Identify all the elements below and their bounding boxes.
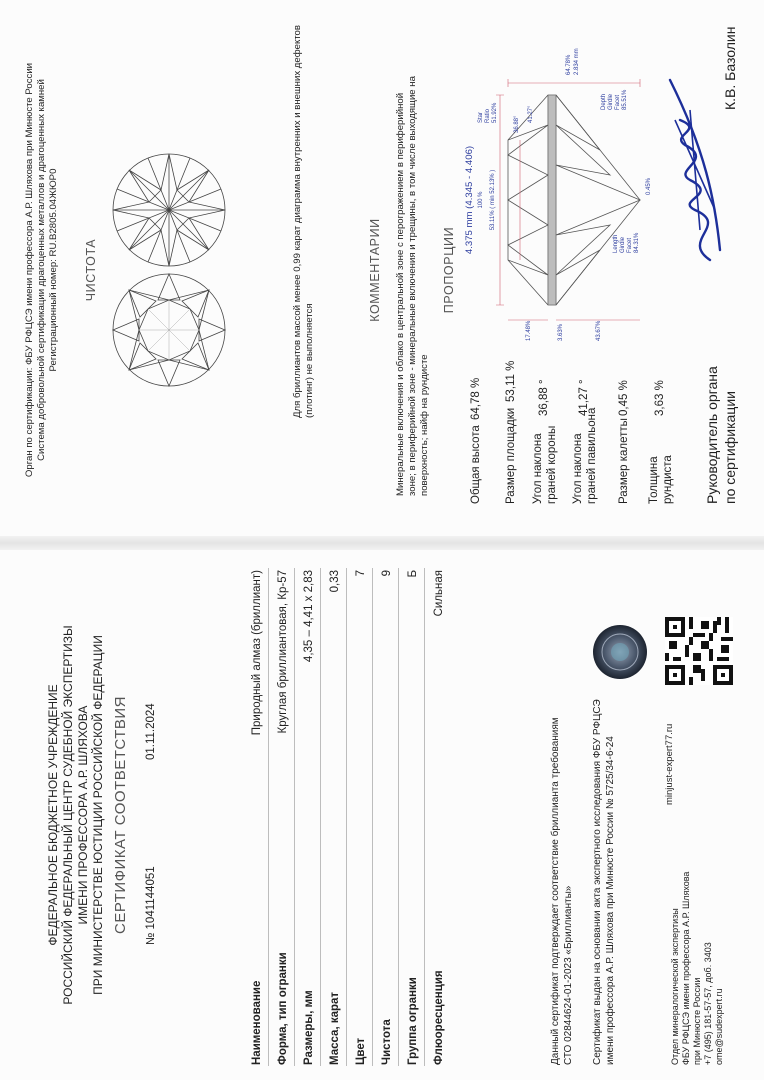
proportion-label-pavilion-angle-1: Угол наклона	[572, 433, 584, 504]
field-value-dimensions: 4,35 – 4,41 х 2,83	[303, 570, 315, 663]
proportion-value-table-size: 53,11 %	[505, 360, 517, 402]
certificate-bottom-half	[0, 550, 764, 1080]
clarity-diagrams	[104, 150, 234, 390]
fields-divider	[268, 568, 269, 1066]
cert-date: 01.11.2024	[145, 703, 157, 760]
diagram-label-pavilion-depth: 43.67%	[596, 320, 602, 341]
diagram-label-star-1: Star	[478, 111, 484, 123]
department-line-3: при Минюсте России	[692, 977, 702, 1065]
comments-line-3: поверхность; найф на рундисте	[419, 354, 430, 496]
proportion-value-total-depth: 64,78 %	[470, 377, 482, 420]
diagram-label-diameter: 4.375 mm (4.345 - 4.406)	[464, 145, 475, 255]
field-label-cut-group: Группа огранки	[407, 977, 419, 1065]
field-label-dimensions: Размеры, мм	[303, 990, 315, 1065]
proportion-label-table-size: Размер площадки	[505, 407, 517, 504]
clarity-note-line-2: (плотинг) не выполняется	[304, 303, 315, 418]
diagram-label-depth-pct: 64.78%	[566, 54, 572, 75]
basis-line-2: имени профессора А.Р. Шляхова при Минюсте России № 5725/34-6-24	[605, 736, 616, 1065]
diagram-label-star-3: 51.92%	[492, 102, 498, 123]
proportion-value-crown-angle: 36,88 °	[538, 379, 550, 416]
proportion-label-girdle-1: Толщина	[648, 456, 660, 504]
website: minjust-expert77.ru	[664, 723, 675, 805]
crown-view-diagram	[113, 274, 225, 386]
proportion-value-pavilion-angle: 41,27 °	[578, 379, 590, 416]
field-value-fluorescence: Сильная	[433, 570, 445, 617]
diagram-label-table: 53.11% ( min 52.13% )	[490, 169, 496, 231]
signature-title-line-1: Руководитель органа	[704, 366, 720, 504]
field-value-clarity: 9	[381, 570, 393, 577]
institution-line-2: РОССИЙСКИЙ ФЕДЕРАЛЬНЫЙ ЦЕНТР СУДЕБНОЙ ЭКСПЕРТИЗЫ	[61, 625, 75, 1005]
fields-divider	[398, 568, 399, 1066]
institution-line-4: ПРИ МИНИСТЕРСТВЕ ЮСТИЦИИ РОССИЙСКОЙ ФЕДЕРАЦИИ	[91, 635, 105, 995]
diagram-label-lower-half-1: Length	[613, 234, 619, 253]
comments-line-1: Минеральные включения и облако в центральной зоне с перогражением в периферийной	[395, 92, 406, 496]
diagram-label-depth-block-2: Girdle	[608, 93, 614, 110]
proportion-label-pavilion-angle-2: граней павильона	[586, 407, 598, 504]
organ-line-3: Регистрационный номер: RU.B2805.04ЖЮР0	[48, 168, 59, 372]
proportions-heading: ПРОПОРЦИИ	[442, 226, 456, 314]
field-value-color: 7	[355, 570, 367, 577]
institution-line-3: ИМЕНИ ПРОФЕССОРА А.Р. ШЛЯХОВА	[76, 705, 90, 925]
department-line-5: ome@sudexpert.ru	[714, 988, 724, 1065]
signature-name: К.В. Базолин	[722, 26, 738, 110]
diagram-label-lower-half-4: 84.31%	[634, 232, 640, 253]
proportions-diagram	[464, 25, 655, 345]
proportion-label-culet-size: Размер калетты	[618, 418, 630, 504]
fields-divider	[424, 568, 425, 1066]
department-line-1: Отдел минералогической экспертизы	[670, 908, 680, 1065]
cert-title: СЕРТИФИКАТ СООТВЕТСТВИЯ	[112, 696, 129, 934]
diamond-profile	[508, 95, 640, 305]
diagram-label-depth-block-4: 85.51%	[622, 89, 628, 110]
comments-line-2: зоне; в периферийной зоне - минеральные включения и трещины, в том числе выходящие на	[407, 76, 418, 496]
diagram-label-pavilion-angle: 41.27°	[528, 105, 534, 123]
department-line-4: +7 (495) 181-57-57, доб. 3403	[703, 942, 713, 1065]
pavilion-view-diagram	[113, 154, 225, 266]
hologram-seal	[592, 624, 648, 680]
cert-number: № 1041144051	[145, 866, 157, 945]
proportion-label-total-depth: Общая высота	[470, 425, 482, 504]
proportion-label-crown-angle-2: граней короны	[546, 425, 558, 504]
qr-code	[665, 617, 733, 685]
proportion-label-girdle-2: рундиста	[662, 455, 674, 504]
field-value-cut: Круглая бриллиантовая, Кр-57	[277, 570, 289, 734]
organ-line-1: Орган по сертификации: ФБУ РФЦСЭ имени профессора А.Р. Шляхова при Минюсте России	[24, 62, 35, 478]
diagram-label-depth-mm: 2.834 mm	[574, 48, 580, 75]
organ-line-2: Система добровольной сертификации драгоценных металлов и драгоценных камней	[36, 79, 47, 461]
department-line-2: ФБУ РФЦСЭ имени профессора А.Р. Шляхова	[681, 871, 691, 1065]
clarity-note-line-1: Для бриллиантов массой менее 0,99 карат диаграмма внутренних и внешних дефектов	[292, 25, 303, 418]
field-label-name: Наименование	[251, 980, 263, 1065]
field-value-cut-group: Б	[407, 570, 419, 578]
diagram-label-crown-angle: 36.88°	[514, 115, 520, 133]
fields-divider	[294, 568, 295, 1066]
clarity-heading: ЧИСТОТА	[84, 238, 98, 302]
fields-divider	[372, 568, 373, 1066]
diagram-label-lower-half-2: Girdle	[620, 236, 626, 253]
field-label-cut: Форма, тип огранки	[277, 952, 289, 1065]
field-value-name: Природный алмаз (бриллиант)	[251, 570, 263, 736]
diagram-label-culet: 0.45%	[646, 177, 652, 195]
proportion-value-culet-size: 0,45 %	[618, 380, 630, 416]
compliance-line-1: Данный сертификат подтверждает соответствие бриллианта требованиям	[550, 717, 561, 1065]
compliance-line-2: СТО 02844624-01-2023 «Бриллианты»	[563, 885, 574, 1065]
field-label-clarity: Чистота	[381, 1019, 393, 1065]
diagram-label-depth-block-1: Depth	[601, 93, 607, 110]
proportion-value-girdle: 3,63 %	[654, 380, 666, 416]
basis-line-1: Сертификат выдан на основании акта экспертного исследования ФБУ РФЦСЭ	[592, 699, 603, 1065]
fields-divider	[320, 568, 321, 1066]
proportion-label-crown-angle-1: Угол наклона	[532, 433, 544, 504]
diagram-label-star-2: Ratio	[485, 108, 491, 123]
institution-line-1: ФЕДЕРАЛЬНОЕ БЮДЖЕТНОЕ УЧРЕЖДЕНИЕ	[46, 684, 60, 946]
field-value-weight: 0,33	[329, 570, 341, 593]
signature-title-line-2: по сертификации	[722, 391, 738, 504]
diagram-label-diameter-pct: 100 %	[478, 191, 484, 209]
diagram-label-depth-block-3: Facet	[615, 94, 621, 110]
diagram-label-crown-height: 17.48%	[526, 320, 532, 341]
diagram-label-lower-half-3: Facet	[627, 237, 633, 253]
field-label-weight: Масса, карат	[329, 991, 341, 1065]
comments-heading: КОММЕНТАРИИ	[368, 218, 382, 322]
field-label-color: Цвет	[355, 1037, 367, 1065]
diagram-label-girdle-pct: 3.63%	[558, 323, 564, 341]
field-label-fluorescence: Флюоресценция	[433, 970, 445, 1065]
fields-divider	[346, 568, 347, 1066]
